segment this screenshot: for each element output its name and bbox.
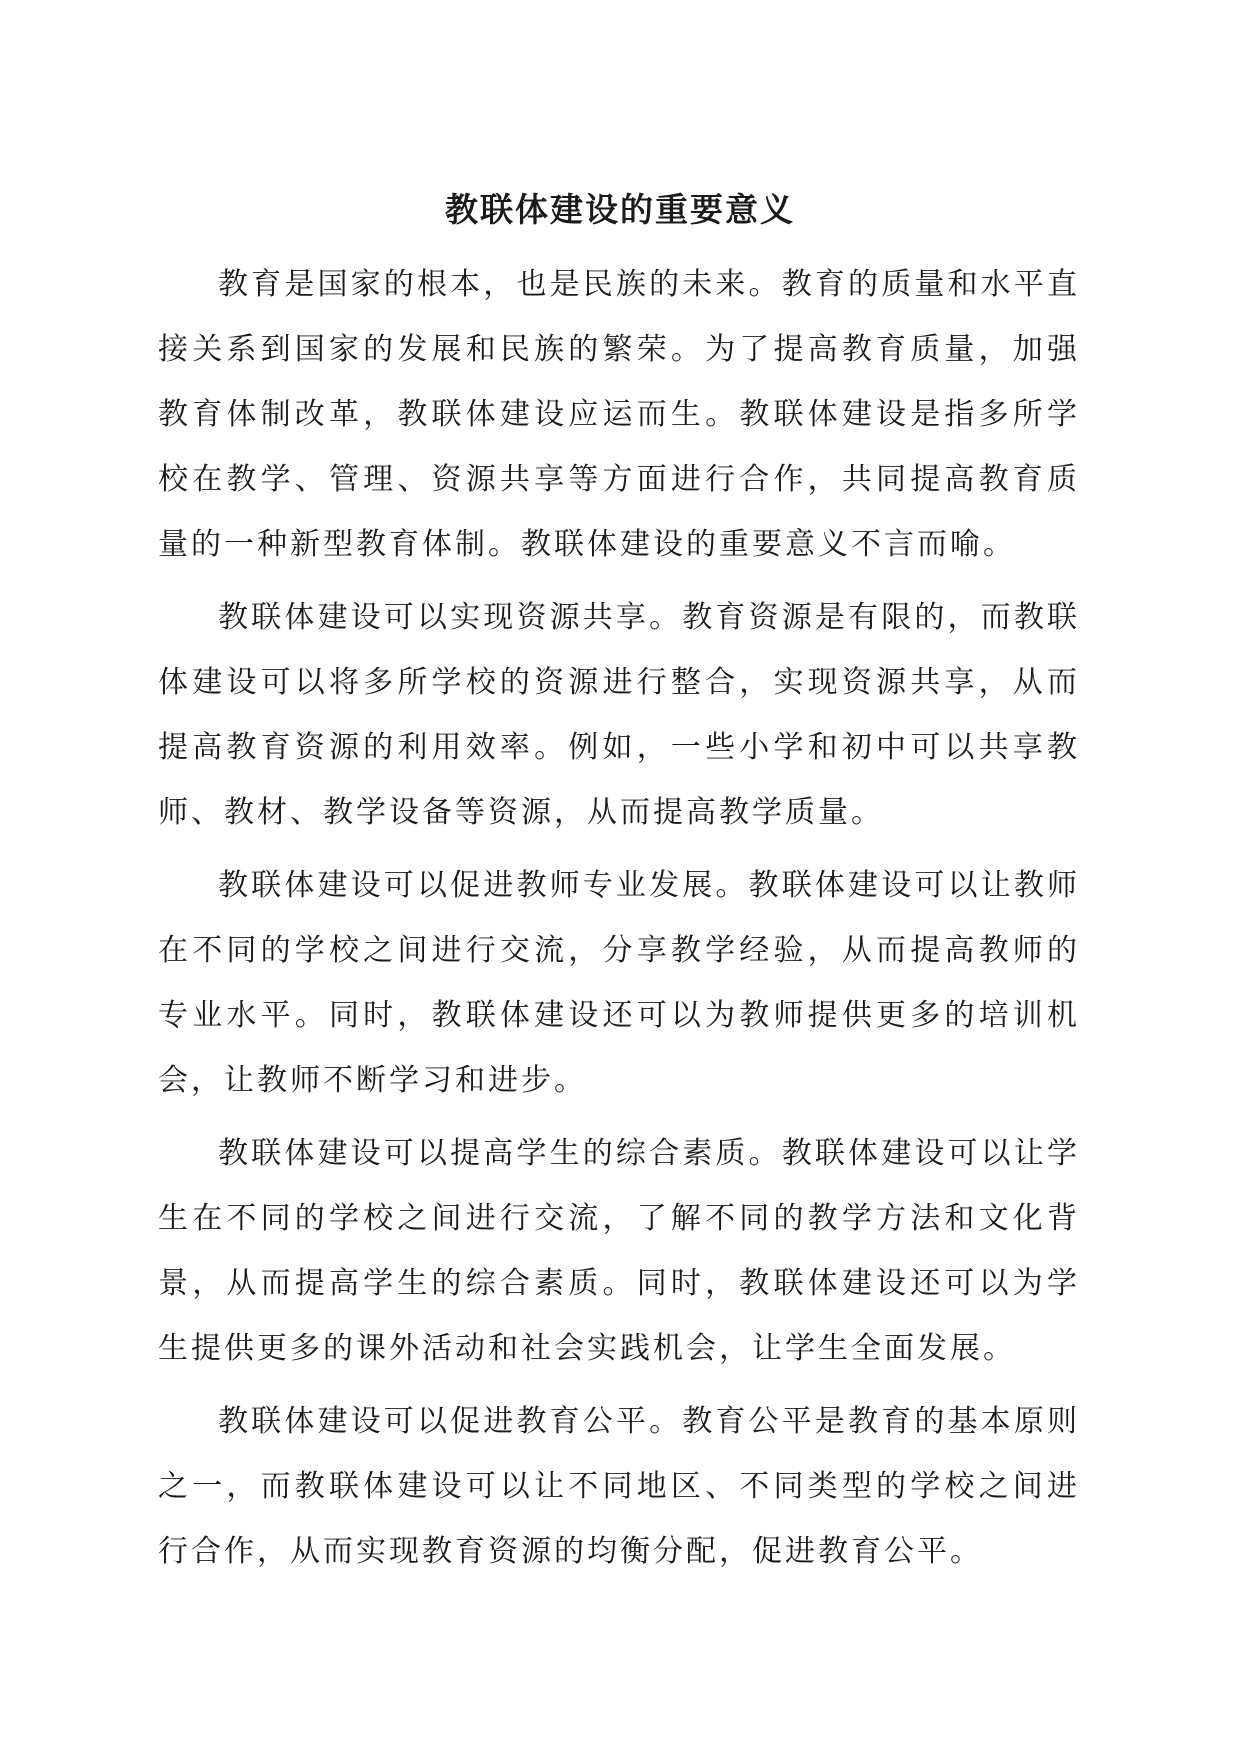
paragraph-education-equity: 教联体建设可以促进教育公平。教育公平是教育的基本原则之一，而教联体建设可以让不同地区、不同类型的学校之间进行合作，从而实现教育资源的均衡分配，促进教育公平。 — [158, 1404, 1080, 1569]
document-title: 教联体建设的重要意义 — [445, 190, 795, 229]
paragraph-student-quality: 教联体建设可以提高学生的综合素质。教联体建设可以让学生在不同的学校之间进行交流，了解不同的教学方法和文化背景，从而提高学生的综合素质。同时，教联体建设还可以为学生提供更多的课外活动和社会实践机会，让学生全面发展。 — [158, 1136, 1080, 1366]
paragraph-resource-sharing: 教联体建设可以实现资源共享。教育资源是有限的，而教联体建设可以将多所学校的资源进行整合，实现资源共享，从而提高教育资源的利用效率。例如，一些小学和初中可以共享教师、教材、教学设备等资源，从而提高教学质量。 — [158, 600, 1080, 830]
paragraph-introduction: 教育是国家的根本，也是民族的未来。教育的质量和水平直接关系到国家的发展和民族的繁荣。为了提高教育质量，加强教育体制改革，教联体建设应运而生。教联体建设是指多所学校在教学、管理、资源共享等方面进行合作，共同提高教育质量的一种新型教育体制。教联体建设的重要意义不言而喻。 — [158, 267, 1080, 562]
document-body — [158, 252, 1080, 1592]
paragraph-teacher-development: 教联体建设可以促进教师专业发展。教联体建设可以让教师在不同的学校之间进行交流，分享教学经验，从而提高教师的专业水平。同时，教联体建设还可以为教师提供更多的培训机会，让教师不断学习和进步。 — [158, 868, 1080, 1098]
